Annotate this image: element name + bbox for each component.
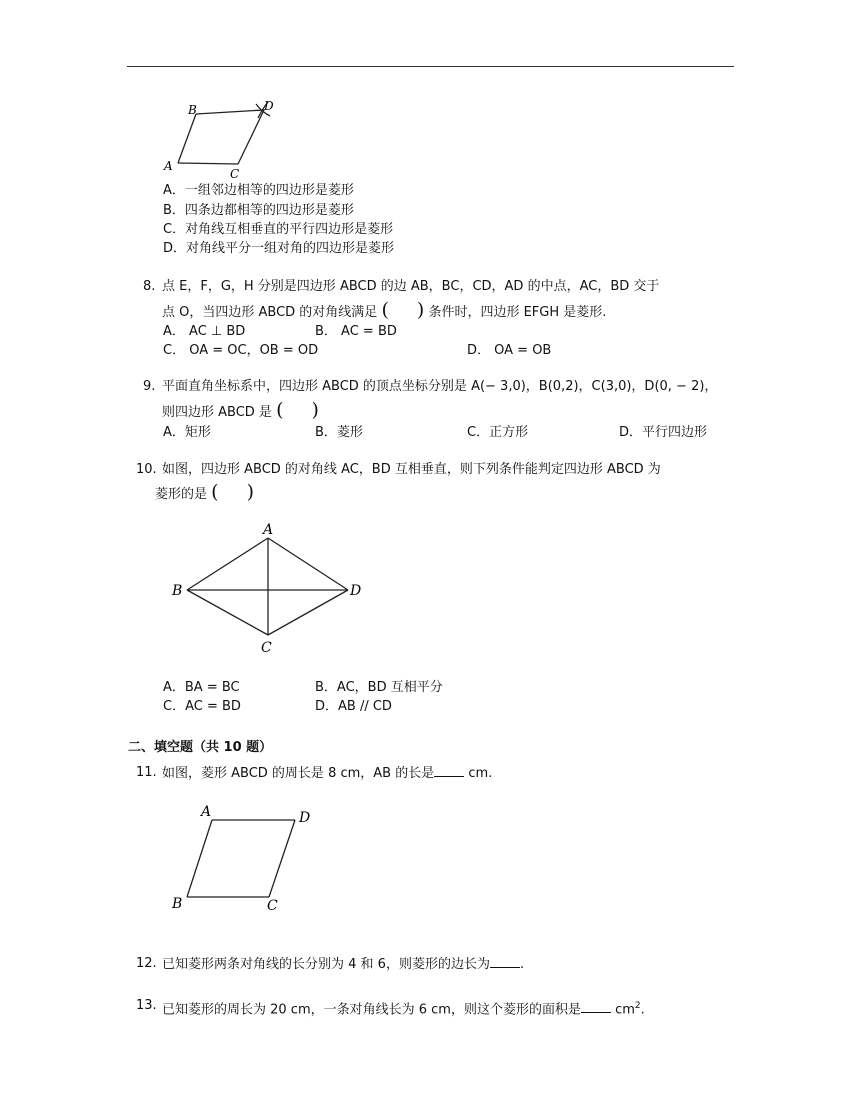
q11-text [162, 764, 492, 783]
q7-option-a: A．一组邻边相等的四边形是菱形 [163, 183, 354, 198]
q10-line2-text: 菱形的是 [155, 487, 208, 502]
q8-number: 8. [143, 279, 156, 294]
q10-option-a: A．BA = BC [163, 680, 240, 695]
q11-label-d: D [299, 810, 311, 826]
q8-option-b: B． AC = BD [315, 324, 397, 339]
q11-label-a: A [201, 804, 212, 820]
q9-line1: 平面直角坐标系中，四边形 ABCD 的顶点坐标分别是 A(− 3,0)，B(0,2)，C(3,0)，D(0, − 2)， [162, 379, 718, 394]
q9-line2-text: 则四边形 ABCD 是 [162, 405, 272, 420]
q9-option-c: C．正方形 [467, 425, 529, 440]
q7-label-a: A [164, 159, 173, 173]
q12-number: 12. [136, 956, 157, 971]
q10-option-b: B．AC，BD 互相平分 [315, 680, 443, 695]
q10-line2 [155, 483, 254, 504]
q12-text [162, 955, 524, 974]
q11-figure [165, 800, 325, 915]
q8-option-d: D． OA = OB [467, 343, 552, 358]
q9-paren-close: ) [311, 399, 319, 421]
q7-option-d: D．对角线平分一组对角的四边形是菱形 [163, 241, 395, 256]
q8-paren-open: ( [381, 299, 389, 321]
q11-answer-blank[interactable] [434, 764, 464, 777]
q13-text-b: cm [615, 1002, 635, 1018]
q10-line1: 如图，四边形 ABCD 的对角线 AC，BD 互相垂直，则下列条件能判定四边形 ABCD 为 [162, 462, 661, 477]
q7-edge-bd [196, 110, 264, 114]
q10-number: 10. [136, 462, 157, 477]
q11-label-c: C [267, 898, 278, 914]
q10-paren-close: ) [246, 481, 254, 503]
q7-edge-ac [178, 163, 238, 164]
q10-label-b: B [172, 583, 183, 599]
q9-option-a: A．矩形 [163, 425, 211, 440]
q8-paren-close: ) [416, 299, 425, 321]
q7-edge-cd [238, 110, 264, 164]
q10-paren-open: ( [211, 481, 219, 503]
q11-label-b: B [172, 896, 183, 912]
q8-line1: 点 E，F，G，H 分别是四边形 ABCD 的边 AB，BC，CD，AD 的中点，AC，BD 交于 [162, 279, 660, 294]
q9-number: 9. [143, 379, 156, 394]
q10-edge-ab [187, 538, 268, 590]
q11-number: 11. [136, 765, 157, 780]
q10-label-d: D [350, 583, 362, 599]
q13-number: 13. [136, 998, 157, 1013]
q10-edge-cb [187, 590, 268, 635]
q9-line2 [162, 401, 319, 422]
q11-edge-dc [269, 820, 295, 897]
q11-text-a: 如图，菱形 ABCD 的周长是 8 cm，AB 的长是 [162, 766, 435, 781]
q7-label-d: D [264, 99, 274, 113]
q10-edge-ad [268, 538, 348, 590]
q10-option-c: C．AC = BD [163, 699, 241, 714]
q7-label-b: B [188, 103, 197, 117]
q7-figure [160, 98, 290, 180]
q13-text-c: . [640, 1002, 645, 1018]
q8-option-a: A． AC ⊥ BD [163, 324, 246, 339]
q10-option-d: D．AB // CD [315, 699, 392, 714]
q9-option-d: D．平行四边形 [619, 425, 708, 440]
q13-answer-blank[interactable] [581, 1000, 611, 1013]
q7-label-c: C [230, 167, 240, 180]
q12-text-a: 已知菱形两条对角线的长分别为 4 和 6，则菱形的边长为 [162, 957, 490, 972]
q13-text-a: 已知菱形的周长为 20 cm，一条对角线长为 6 cm，则这个菱形的面积是 [162, 1002, 581, 1018]
q8-line2-b: 条件时，四边形 EFGH 是菱形. [428, 305, 607, 320]
q11-edge-ba [187, 820, 212, 897]
q8-line2 [162, 301, 606, 322]
q9-paren-open: ( [276, 399, 284, 421]
q7-edge-ab [178, 114, 196, 163]
header-rule [127, 66, 734, 67]
q12-text-b: . [519, 957, 525, 972]
q13-sup: 2 [634, 1001, 641, 1011]
q7-option-b: B．四条边都相等的四边形是菱形 [163, 203, 354, 218]
q11-text-b: cm. [468, 766, 493, 781]
q12-answer-blank[interactable] [490, 955, 520, 968]
q7-option-c: C．对角线互相垂直的平行四边形是菱形 [163, 222, 394, 237]
q10-label-a: A [263, 522, 274, 538]
q10-edge-dc [268, 590, 348, 635]
q10-label-c: C [261, 640, 272, 656]
q9-option-b: B．菱形 [315, 425, 363, 440]
q8-option-c: C． OA = OC，OB = OD [163, 343, 319, 358]
section-title: 二、填空题（共 10 题） [128, 740, 273, 755]
q13-text [162, 997, 645, 1019]
q8-line2-a: 点 O，当四边形 ABCD 的对角线满足 [162, 305, 378, 320]
q10-figure [165, 520, 375, 660]
